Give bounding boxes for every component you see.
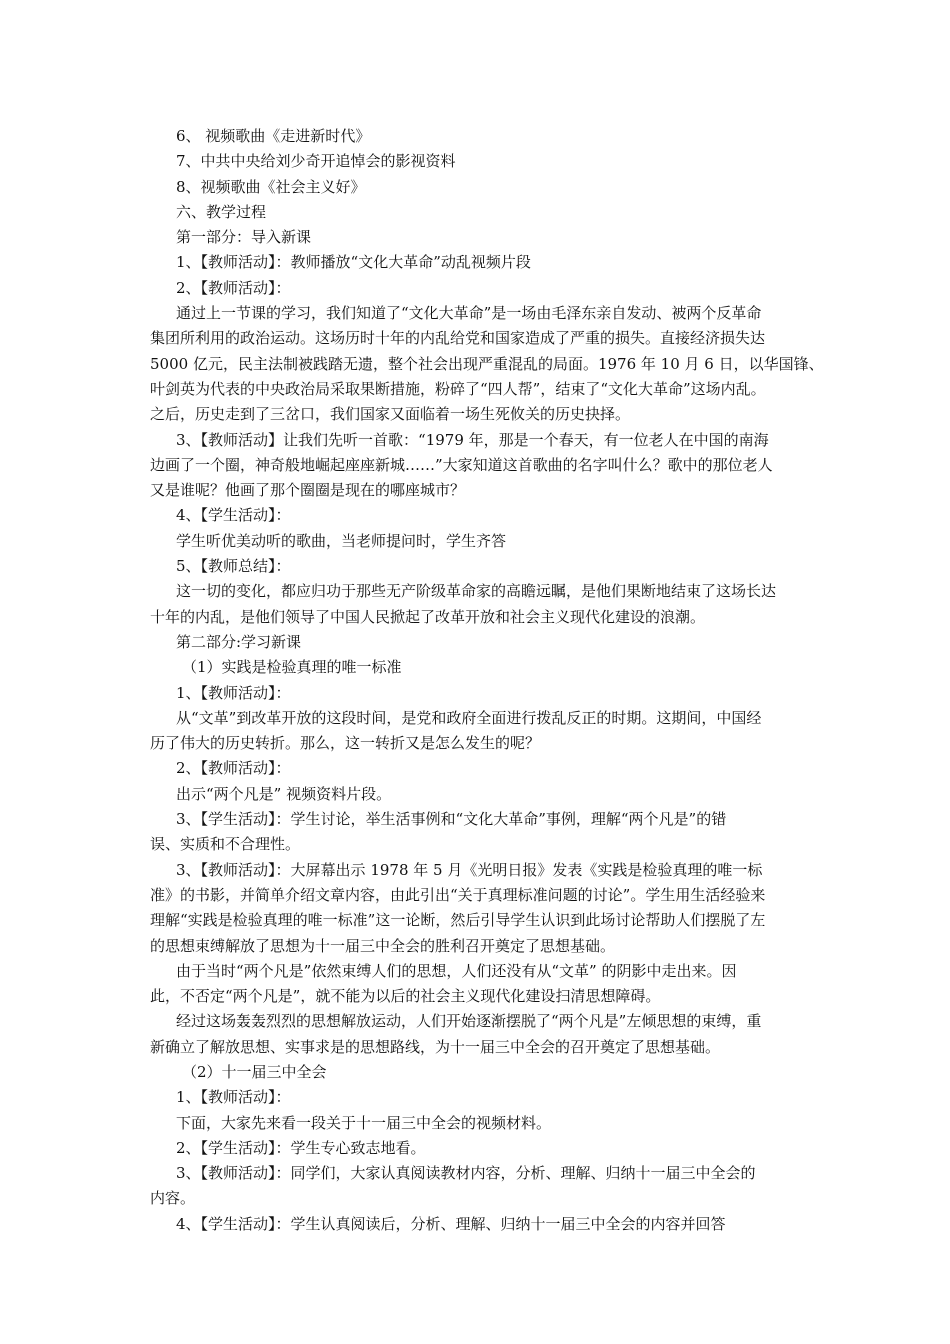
paragraph-first-line: 这一切的变化，都应归功于那些无产阶级革命家的高瞻远瞩，是他们果断地结束了这场长达 — [176, 582, 777, 601]
text-line: 4、【学生活动】： — [176, 506, 291, 525]
text-line: 2、【教师活动】： — [176, 278, 291, 297]
text-line: 1、【教师活动】： — [176, 1088, 291, 1107]
paragraph — [150, 858, 850, 959]
text-line: 下面，大家先来看一段关于十一届三中全会的视频材料。 — [176, 1113, 552, 1132]
paragraph-continuation-line: 之后，历史走到了三岔口，我们国家又面临着一场生死攸关的历史抉择。 — [150, 405, 631, 424]
paragraph-continuation-line: 误、实质和不合理性。 — [150, 835, 301, 854]
paragraph-continuation-line: 边画了一个圈，神奇般地崛起座座新城……”大家知道这首歌曲的名字叫什么？歌中的那位老人 — [150, 455, 773, 474]
text-line: 4、【学生活动】：学生认真阅读后，分析、理解、归纳十一届三中全会的内容并回答 — [176, 1214, 726, 1233]
paragraph — [150, 579, 850, 630]
paragraph-continuation-line: 新确立了解放思想、实事求是的思想路线，为十一届三中全会的召开奠定了思想基础。 — [150, 1037, 721, 1056]
text-line: 出示“两个凡是” 视频资料片段。 — [176, 784, 392, 803]
lesson-plan-body — [150, 124, 850, 1237]
text-line: 2、【教师活动】： — [176, 759, 291, 778]
paragraph — [150, 959, 850, 1010]
text-line: 7、中共中央给刘少奇开追悼会的影视资料 — [176, 152, 456, 171]
paragraph-continuation-line: 历了伟大的历史转折。那么，这一转折又是怎么发生的呢？ — [150, 734, 541, 753]
paragraph-continuation-line: 内容。 — [150, 1189, 196, 1208]
paragraph-first-line: 3、【教师活动】：同学们，大家认真阅读教材内容，分析、理解、归纳十一届三中全会的 — [176, 1164, 756, 1183]
paragraph-continuation-line: 集团所利用的政治运动。这场历时十年的内乱给党和国家造成了严重的损失。直接经济损失达 — [150, 329, 766, 348]
text-line: 2、【学生活动】：学生专心致志地看。 — [176, 1138, 426, 1157]
subsection-heading: （1）实践是检验真理的唯一标准 — [182, 658, 402, 677]
text-line: 6、 视频歌曲《走进新时代》 — [176, 127, 371, 145]
text-line: 1、【教师活动】： — [176, 683, 291, 702]
paragraph — [150, 301, 850, 427]
subsection-heading: （2）十一届三中全会 — [182, 1062, 327, 1081]
paragraph — [150, 807, 850, 858]
paragraph-continuation-line: 理解“实践是检验真理的唯一标准”这一论断，然后引导学生认识到此场讨论帮助人们摆脱了左 — [150, 911, 766, 930]
paragraph-first-line: 通过上一节课的学习，我们知道了“文化大革命”是一场由毛泽东亲自发动、被两个反革命 — [176, 304, 762, 323]
paragraph-first-line: 经过这场轰轰烈烈的思想解放运动，人们开始逐渐摆脱了“两个凡是”左倾思想的束缚，重 — [176, 1012, 762, 1031]
text-line: 第一部分：导入新课 — [176, 228, 312, 247]
paragraph-continuation-line: 又是谁呢？他画了那个圈圈是现在的哪座城市？ — [150, 481, 466, 500]
paragraph — [150, 706, 850, 757]
paragraph-first-line: 3、【教师活动】：大屏幕出示 1978 年 5 月《光明日报》发表《实践是检验真理的唯一标 — [176, 860, 763, 879]
paragraph-first-line: 由于当时“两个凡是”依然束缚人们的思想，人们还没有从“文革” 的阴影中走出来。因 — [176, 961, 737, 980]
paragraph-continuation-line: 的思想束缚解放了思想为十一届三中全会的胜利召开奠定了思想基础。 — [150, 936, 616, 955]
paragraph — [150, 428, 850, 504]
text-line: 8、视频歌曲《社会主义好》 — [176, 177, 366, 196]
paragraph — [150, 1009, 850, 1060]
text-line: 学生听优美动听的歌曲，当老师提问时，学生齐答 — [176, 531, 507, 550]
text-line: 5、【教师总结】： — [176, 557, 291, 576]
text-line: 六、教学过程 — [176, 202, 267, 221]
text-line: 第二部分:学习新课 — [176, 632, 302, 651]
paragraph-continuation-line: 叶剑英为代表的中央政治局采取果断措施，粉碎了“四人帮”，结束了“文化大革命”这场内乱。 — [150, 379, 766, 398]
paragraph-continuation-line: 十年的内乱，是他们领导了中国人民掀起了改革开放和社会主义现代化建设的浪潮。 — [150, 607, 706, 626]
paragraph-first-line: 3、【教师活动】让我们先听一首歌：“1979 年，那是一个春天，有一位老人在中国的南海 — [176, 430, 769, 449]
text-line: 1、【教师活动】：教师播放“文化大革命”动乱视频片段 — [176, 253, 531, 272]
paragraph-continuation-line: 准》的书影，并简单介绍文章内容，由此引出“关于真理标准问题的讨论”。学生用生活经验来 — [150, 885, 766, 904]
paragraph-continuation-line: 5000 亿元，民主法制被践踏无遗，整个社会出现严重混乱的局面。1976 年 10 月 6 日，以华国锋、 — [150, 354, 824, 373]
paragraph-continuation-line: 此，不否定“两个凡是”，就不能为以后的社会主义现代化建设扫清思想障碍。 — [150, 987, 661, 1006]
paragraph — [150, 1161, 850, 1212]
paragraph-first-line: 从“文革”到改革开放的这段时间，是党和政府全面进行拨乱反正的时期。这期间，中国经 — [176, 708, 762, 727]
paragraph-first-line: 3、【学生活动】：学生讨论，举生活事例和“文化大革命”事例，理解“两个凡是”的错 — [176, 810, 727, 829]
